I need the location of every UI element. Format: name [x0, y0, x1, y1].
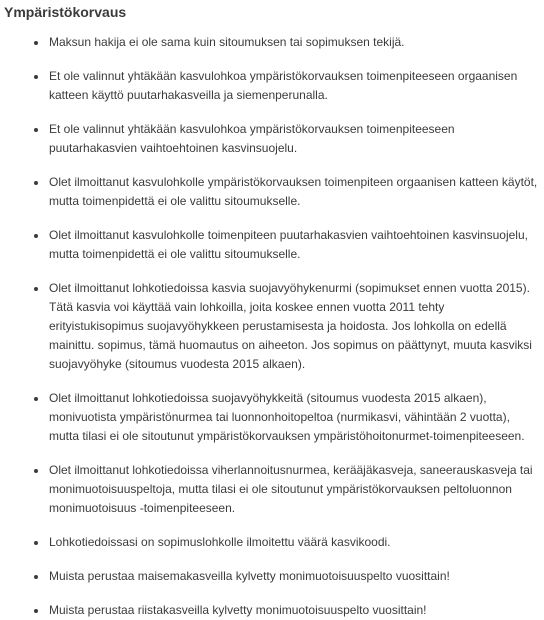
list-item-text: Olet ilmoittanut lohkotiedoissa kasvia suojavyöhykenurmi (sopimukset ennen vuotta 2015). Tätä kasvia voi käyttää vain lohkoilla, joita koskee ennen vuotta 2011 tehty erityistukisopimus suojavyöhykkeen perustamisesta ja hoidosta. Jos lohkolla on edellä mainittu. sopimus, tämä huomautus on aiheeton. Jos sopimus on päättynyt, muuta kasviksi suojavyöhyke (sitoumus vuodesta 2015 alkaen). — [49, 281, 532, 371]
list-item — [49, 461, 544, 518]
list-item-text: Olet ilmoittanut lohkotiedoissa suojavyöhykkeitä (sitoumus vuodesta 2015 alkaen), monivuotista ympäristönurmea tai luonnonhoitopeltoa (nurmikasvi, vähintään 2 vuotta), mutta tilasi ei ole sitoutunut ympäristökorvauksen ympäristöhoitonurmet-toimenpiteeseen. — [49, 391, 525, 443]
list-item-text: Muista perustaa riistakasveilla kylvetty monimuotoisuuspelto vuosittain! — [49, 603, 427, 617]
list-item — [49, 67, 544, 105]
list-item — [49, 226, 544, 264]
bullet-icon — [34, 75, 38, 79]
list-item-text: Maksun hakija ei ole sama kuin sitoumuksen tai sopimuksen tekijä. — [49, 35, 405, 49]
bullet-icon — [34, 575, 38, 579]
bullet-icon — [34, 234, 38, 238]
list-item-text: Olet ilmoittanut kasvulohkolle ympäristökorvauksen toimenpiteen orgaanisen katteen käytöt, mutta toimenpidettä ei ole valittu sitoumukselle. — [49, 175, 538, 208]
section-title: Ympäristökorvaus — [4, 4, 127, 20]
list-item — [49, 533, 544, 552]
list-item-text: Muista perustaa maisemakasveilla kylvetty monimuotoisuuspelto vuosittain! — [49, 569, 450, 583]
bullet-icon — [34, 397, 38, 401]
list-item-text: Et ole valinnut yhtäkään kasvulohkoa ympäristökorvauksen toimenpiteeseen puutarhakasvien vaihtoehtoinen kasvinsuojelu. — [49, 122, 455, 155]
list-item-text: Olet ilmoittanut kasvulohkolle toimenpiteen puutarhakasvien vaihtoehtoinen kasvinsuojelu, mutta toimenpidettä ei ole valittu sitoumukselle. — [49, 228, 528, 261]
notice-list — [4, 33, 544, 620]
bullet-icon — [34, 128, 38, 132]
list-item — [49, 173, 544, 211]
list-item — [49, 33, 544, 52]
bullet-icon — [34, 469, 38, 473]
list-item — [49, 279, 544, 374]
list-item — [49, 601, 544, 620]
list-item-text: Et ole valinnut yhtäkään kasvulohkoa ympäristökorvauksen toimenpiteeseen orgaanisen katteen käyttö puutarhakasveilla ja siemenperunalla. — [49, 69, 518, 102]
bullet-icon — [34, 609, 38, 613]
list-item — [49, 389, 544, 446]
bullet-icon — [34, 541, 38, 545]
list-item — [49, 567, 544, 586]
bullet-icon — [34, 41, 38, 45]
bullet-icon — [34, 287, 38, 291]
list-item-text: Olet ilmoittanut lohkotiedoissa viherlannoitusnurmea, kerääjäkasveja, saneerauskasveja tai monimuotoisuuspeltoja, mutta tilasi ei ole sitoutunut ympäristökorvauksen peltoluonnon monimuotoisuus -toimenpiteeseen. — [49, 463, 533, 515]
list-item — [49, 120, 544, 158]
list-item-text: Lohkotiedoissasi on sopimuslohkolle ilmoitettu väärä kasvikoodi. — [49, 535, 391, 549]
bullet-icon — [34, 181, 38, 185]
